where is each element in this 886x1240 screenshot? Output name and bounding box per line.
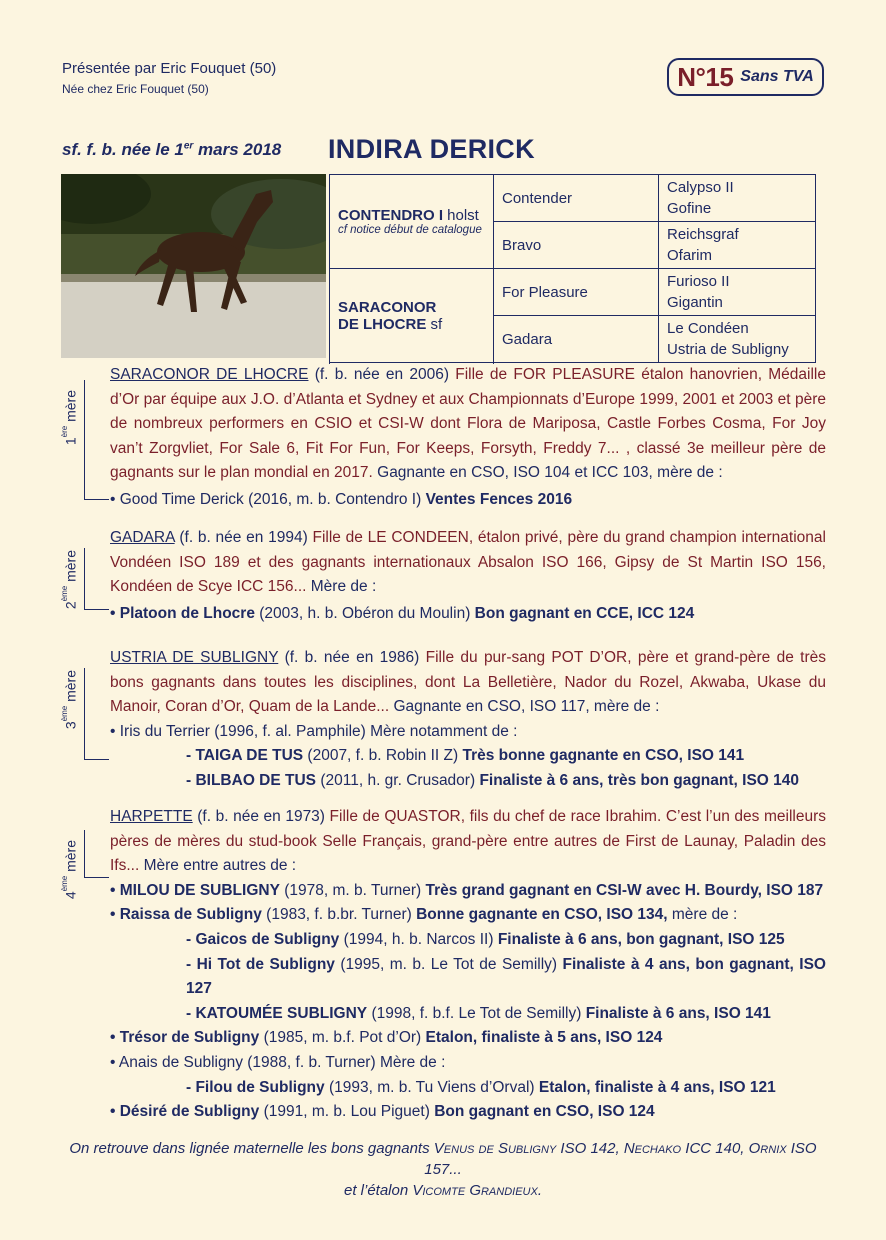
- pedigree-grandparent: Gadara: [494, 316, 659, 363]
- label-3eme-mere: 3ème mère: [60, 670, 79, 730]
- footer-note: On retrouve dans lignée maternelle les bons gagnants Venus de Subligny ISO 142, Nechako ICC 140, Ornix ISO 157... et l’étalon Vicomte Grandieux.: [69, 1140, 817, 1199]
- label-2eme-mere: 2ème mère: [60, 550, 79, 610]
- m4-name: HARPETTE: [110, 808, 193, 825]
- pedigree-grandparent: Contender: [494, 175, 659, 222]
- label-4eme-mere: 4ème mère: [60, 840, 79, 900]
- pedigree-great-grandparent: Calypso II Gofine: [659, 175, 816, 222]
- m3-name: USTRIA DE SUBLIGNY: [110, 649, 279, 666]
- horse-photo: [61, 174, 326, 358]
- pedigree-great-grandparent: Le Condéen Ustria de Subligny: [659, 316, 816, 363]
- lot-badge: [667, 58, 824, 96]
- pedigree-grandparent: Bravo: [494, 222, 659, 269]
- section-3eme-mere: USTRIA DE SUBLIGNY (f. b. née en 1986) Fille du pur-sang POT D’OR, père et grand-père de très bons gagnants dans toutes les disciplines, dont La Belletière, Nador du Rozel, Akwaba, Ukase du Manoir, Coran d’Or, Quam de la Lande... Gagnante en CSO, ISO 117, mère de : • Iris du Terrier (1996, f. al. Pamphile) Mère notamment de : - TAIGA DE TUS (2007, f. b. Robin II Z) Très bonne gagnante en CSO, ISO 141 - BILBAO DE TUS (2011, h. gr. Crusador) Finaliste à 6 ans, très bon gagnant, ISO 140: [110, 649, 826, 789]
- bracket-3: [84, 668, 85, 760]
- label-1ere-mere: 1ère mère: [60, 390, 79, 446]
- pedigree-dam: SARACONOR DE LHOCRE sf: [330, 269, 494, 363]
- bracket-1: [84, 380, 85, 500]
- lot-tax: Sans TVA: [740, 68, 814, 85]
- horse-subtitle: sf. f. b. née le 1er mars 2018: [62, 140, 282, 159]
- foal-photo-icon: [61, 174, 326, 358]
- section-2eme-mere: GADARA (f. b. née en 1994) Fille de LE CONDEEN, étalon privé, père du grand champion international Vondéen ISO 189 et des gagnants internationaux Absalon ISO 166, Gipsy de St Martin ISO 156, Kondéen de Scye ICC 156... Mère de : • Platoon de Lhocre (2003, h. b. Obéron du Moulin) Bon gagnant en CCE, ICC 124: [110, 529, 826, 622]
- pedigree-sire: CONTENDRO I holst cf notice début de catalogue: [330, 175, 494, 269]
- m2-name: GADARA: [110, 529, 175, 546]
- bracket-2: [84, 548, 85, 610]
- pedigree-great-grandparent: Reichsgraf Ofarim: [659, 222, 816, 269]
- pedigree-table: [329, 174, 816, 363]
- lot-number: N°15: [677, 61, 734, 92]
- section-4eme-mere: HARPETTE (f. b. née en 1973) Fille de QUASTOR, fils du chef de race Ibrahim. C’est l’un des meilleurs pères de mères du stud-book Selle Français, grand-père entre autres de First de Launay, Paladin des Ifs... Mère entre autres de : • MILOU DE SUBLIGNY (1978, m. b. Turner) Très grand gagnant en CSI-W avec H. Bourdy, ISO 187 • Raissa de Subligny (1983, f. b.br. Turner) Bonne gagnante en CSO, ISO 134, mère de : - Gaicos de Subligny (1994, h. b. Narcos II) Finaliste à 6 ans, bon gagnant, ISO 125 - Hi Tot de Subligny (1995, m. b. Le Tot de Semilly) Finaliste à 4 ans, bon gagnant, ISO 127 - KATOUMÉE SUBLIGNY (1998, f. b.f. Le Tot de Semilly) Finaliste à 6 ans, ISO 141 • Trésor de Subligny (1985, m. b.f. Pot d’Or) Etalon, finaliste à 5 ans, ISO 124 • Anais de Subligny (1988, f. b. Turner) Mère de : - Filou de Subligny (1993, m. b. Tu Viens d’Orval) Etalon, finaliste à 4 ans, ISO 121 • Désiré de Subligny (1991, m. b. Lou Piguet) Bon gagnant en CSO, ISO 124: [110, 808, 826, 1121]
- section-1ere-mere: SARACONOR DE LHOCRE (f. b. née en 2006) Fille de FOR PLEASURE étalon hanovrien, Médaille d’Or par équipe aux J.O. d’Atlanta et Sydney et aux Championnats d’Europe 1999, 2001 et 2003 et père de nombreux performers en CSIO et CSI-W dont Flora de Mariposa, Castle Forbes Cosma, For Joy van’t Zorgvliet, For Sale 6, Fit For Fun, For Keeps, Forsyth, Freddy 7... , classé 3e meilleur père de gagnants sur le plan mondial en 2017. Gagnante en CSO, ISO 104 et ICC 103, mère de : • Good Time Derick (2016, m. b. Contendro I) Ventes Fences 2016: [110, 366, 826, 508]
- pedigree-grandparent: For Pleasure: [494, 269, 659, 316]
- pedigree-great-grandparent: Furioso II Gigantin: [659, 269, 816, 316]
- horse-name: INDIRA DERICK: [328, 134, 535, 164]
- breeder-line: Née chez Eric Fouquet (50): [62, 82, 209, 96]
- m1-name: SARACONOR DE LHOCRE: [110, 366, 309, 383]
- sire-note: cf notice début de catalogue: [338, 224, 482, 236]
- bracket-4: [84, 830, 85, 878]
- presenter-line: Présentée par Eric Fouquet (50): [62, 60, 277, 77]
